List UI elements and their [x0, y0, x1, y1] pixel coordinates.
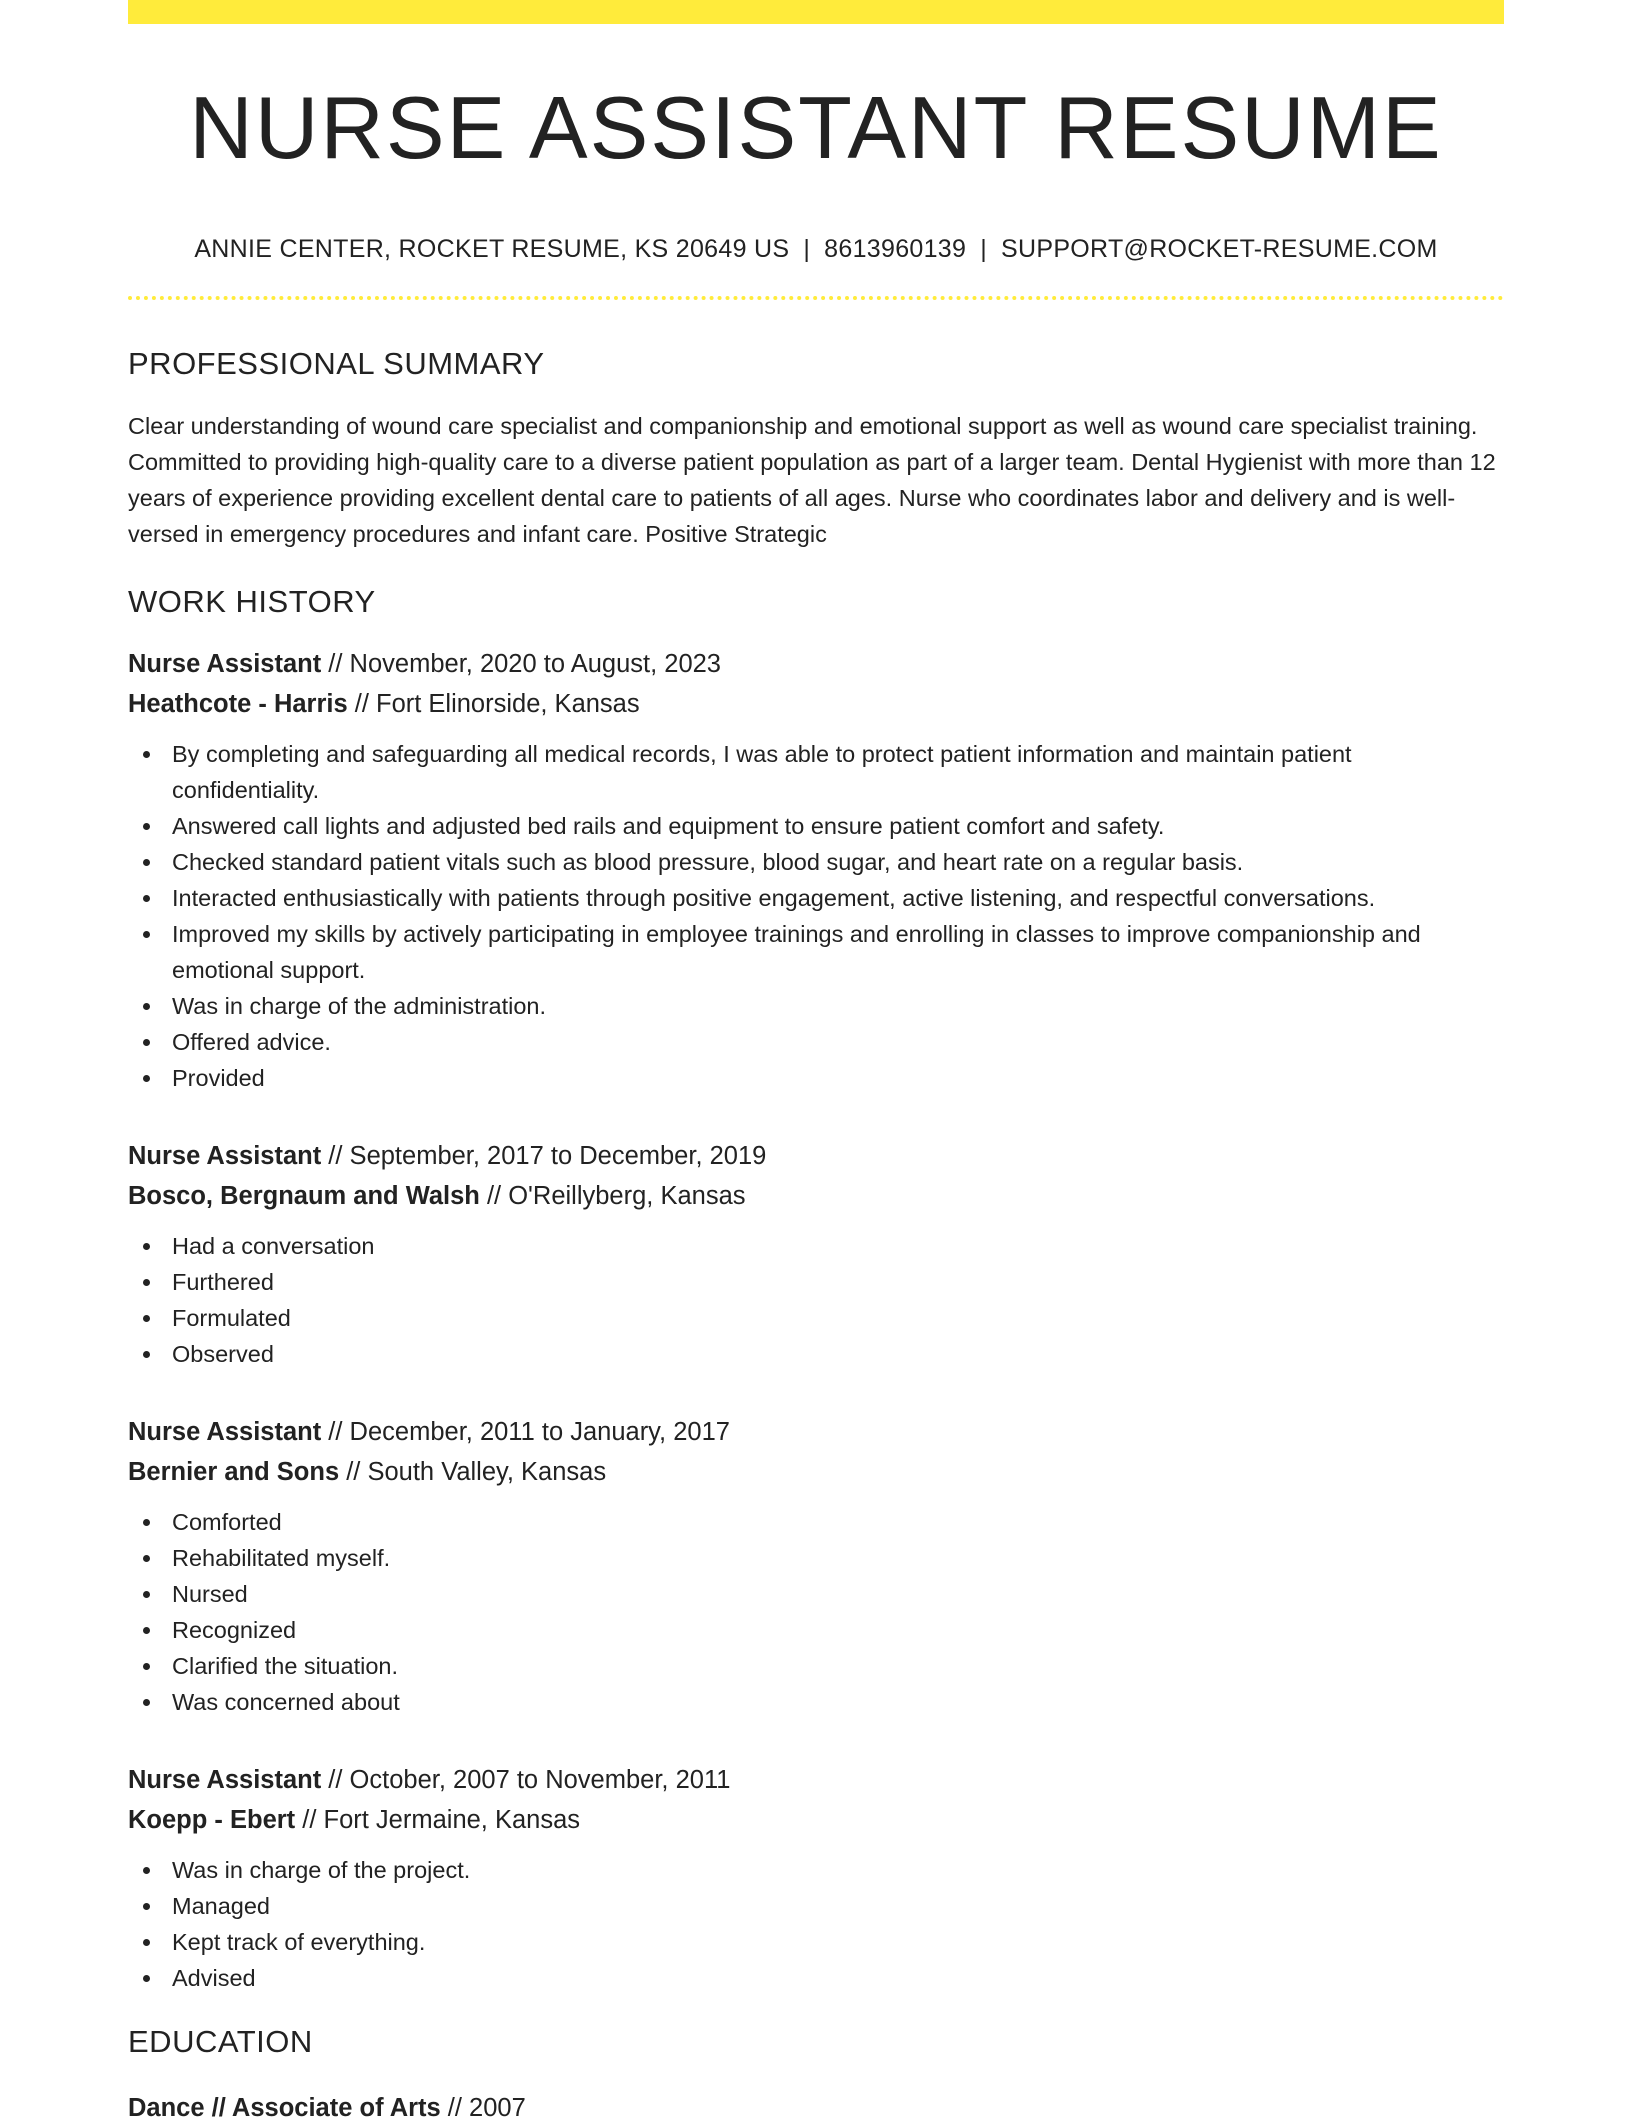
contact-separator: |	[980, 234, 988, 263]
job-company-line	[128, 1176, 1504, 1216]
list-item: Furthered	[128, 1264, 1504, 1300]
list-item: Interacted enthusiastically with patients through positive engagement, active listening, and respectful conversations.	[128, 880, 1504, 916]
list-item: Formulated	[128, 1300, 1504, 1336]
job-company: Koepp - Ebert	[128, 1805, 296, 1834]
summary-text: Clear understanding of wound care specialist and companionship and emotional support as well as wound care specialist training. Committed to providing high-quality care to a diverse patient population as part of a larger team. Dental Hygienist with more than 12 years of experience providing excellent dental care to patients of all ages. Nurse who coordinates labor and delivery and is well-versed in emergency procedures and infant care. Positive Strategic	[128, 412, 1496, 547]
job-title: Nurse Assistant	[128, 1141, 322, 1170]
list-item: Comforted	[128, 1504, 1504, 1540]
list-item: Nursed	[128, 1576, 1504, 1612]
job-entry	[128, 644, 1504, 1096]
job-location: // Fort Elinorside, Kansas	[347, 689, 640, 718]
education-heading: EDUCATION	[128, 2023, 313, 2059]
job-company: Heathcote - Harris	[128, 689, 348, 718]
contact-separator: |	[803, 234, 811, 263]
summary-heading: PROFESSIONAL SUMMARY	[128, 345, 545, 381]
contact-phone: 8613960139	[824, 234, 967, 263]
resume-page	[128, 0, 1504, 2128]
education-entry	[128, 2088, 1504, 2128]
work-history-heading: WORK HISTORY	[128, 583, 376, 619]
contact-line	[128, 235, 1504, 264]
job-dates: // December, 2011 to January, 2017	[321, 1417, 730, 1446]
job-entry	[128, 1760, 1504, 1996]
dotted-divider	[128, 296, 1504, 300]
job-title-line	[128, 1412, 1504, 1452]
job-bullet-list	[128, 736, 1504, 1096]
job-bullet-list	[128, 1504, 1504, 1720]
list-item: By completing and safeguarding all medical records, I was able to protect patient information and maintain patient confidentiality.	[128, 736, 1504, 808]
accent-top-bar	[128, 0, 1504, 24]
job-dates: // September, 2017 to December, 2019	[321, 1141, 767, 1170]
list-item: Kept track of everything.	[128, 1924, 1504, 1960]
job-title: Nurse Assistant	[128, 649, 322, 678]
list-item: Was concerned about	[128, 1684, 1504, 1720]
job-dates: // October, 2007 to November, 2011	[321, 1765, 731, 1794]
job-company-line	[128, 1452, 1504, 1492]
contact-email: SUPPORT@ROCKET-RESUME.COM	[1001, 234, 1438, 263]
list-item: Had a conversation	[128, 1228, 1504, 1264]
job-location: // O'Reillyberg, Kansas	[479, 1181, 746, 1210]
list-item: Offered advice.	[128, 1024, 1504, 1060]
job-company-line	[128, 1800, 1504, 1840]
list-item: Was in charge of the project.	[128, 1852, 1504, 1888]
job-entry	[128, 1136, 1504, 1372]
list-item: Rehabilitated myself.	[128, 1540, 1504, 1576]
job-title: Nurse Assistant	[128, 1765, 322, 1794]
job-company: Bernier and Sons	[128, 1457, 340, 1486]
list-item: Recognized	[128, 1612, 1504, 1648]
list-item: Was in charge of the administration.	[128, 988, 1504, 1024]
job-location: // South Valley, Kansas	[339, 1457, 607, 1486]
job-bullet-list	[128, 1228, 1504, 1372]
resume-title: NURSE ASSISTANT RESUME	[189, 78, 1443, 177]
list-item: Answered call lights and adjusted bed rails and equipment to ensure patient comfort and safety.	[128, 808, 1504, 844]
contact-address: ANNIE CENTER, ROCKET RESUME, KS 20649 US	[194, 234, 790, 263]
job-title: Nurse Assistant	[128, 1417, 322, 1446]
work-history-list	[128, 644, 1504, 1996]
job-title-line	[128, 644, 1504, 684]
job-company: Bosco, Bergnaum and Walsh	[128, 1181, 480, 1210]
list-item: Improved my skills by actively participating in employee trainings and enrolling in classes to improve companionship and emotional support.	[128, 916, 1504, 988]
list-item: Provided	[128, 1060, 1504, 1096]
list-item: Advised	[128, 1960, 1504, 1996]
job-bullet-list	[128, 1852, 1504, 1996]
education-year: // 2007	[440, 2093, 526, 2122]
job-title-line	[128, 1760, 1504, 1800]
job-entry	[128, 1412, 1504, 1720]
list-item: Managed	[128, 1888, 1504, 1924]
job-dates: // November, 2020 to August, 2023	[321, 649, 721, 678]
job-title-line	[128, 1136, 1504, 1176]
education-degree: Dance // Associate of Arts	[128, 2093, 441, 2122]
job-location: // Fort Jermaine, Kansas	[295, 1805, 581, 1834]
list-item: Clarified the situation.	[128, 1648, 1504, 1684]
list-item: Observed	[128, 1336, 1504, 1372]
job-company-line	[128, 684, 1504, 724]
list-item: Checked standard patient vitals such as blood pressure, blood sugar, and heart rate on a regular basis.	[128, 844, 1504, 880]
